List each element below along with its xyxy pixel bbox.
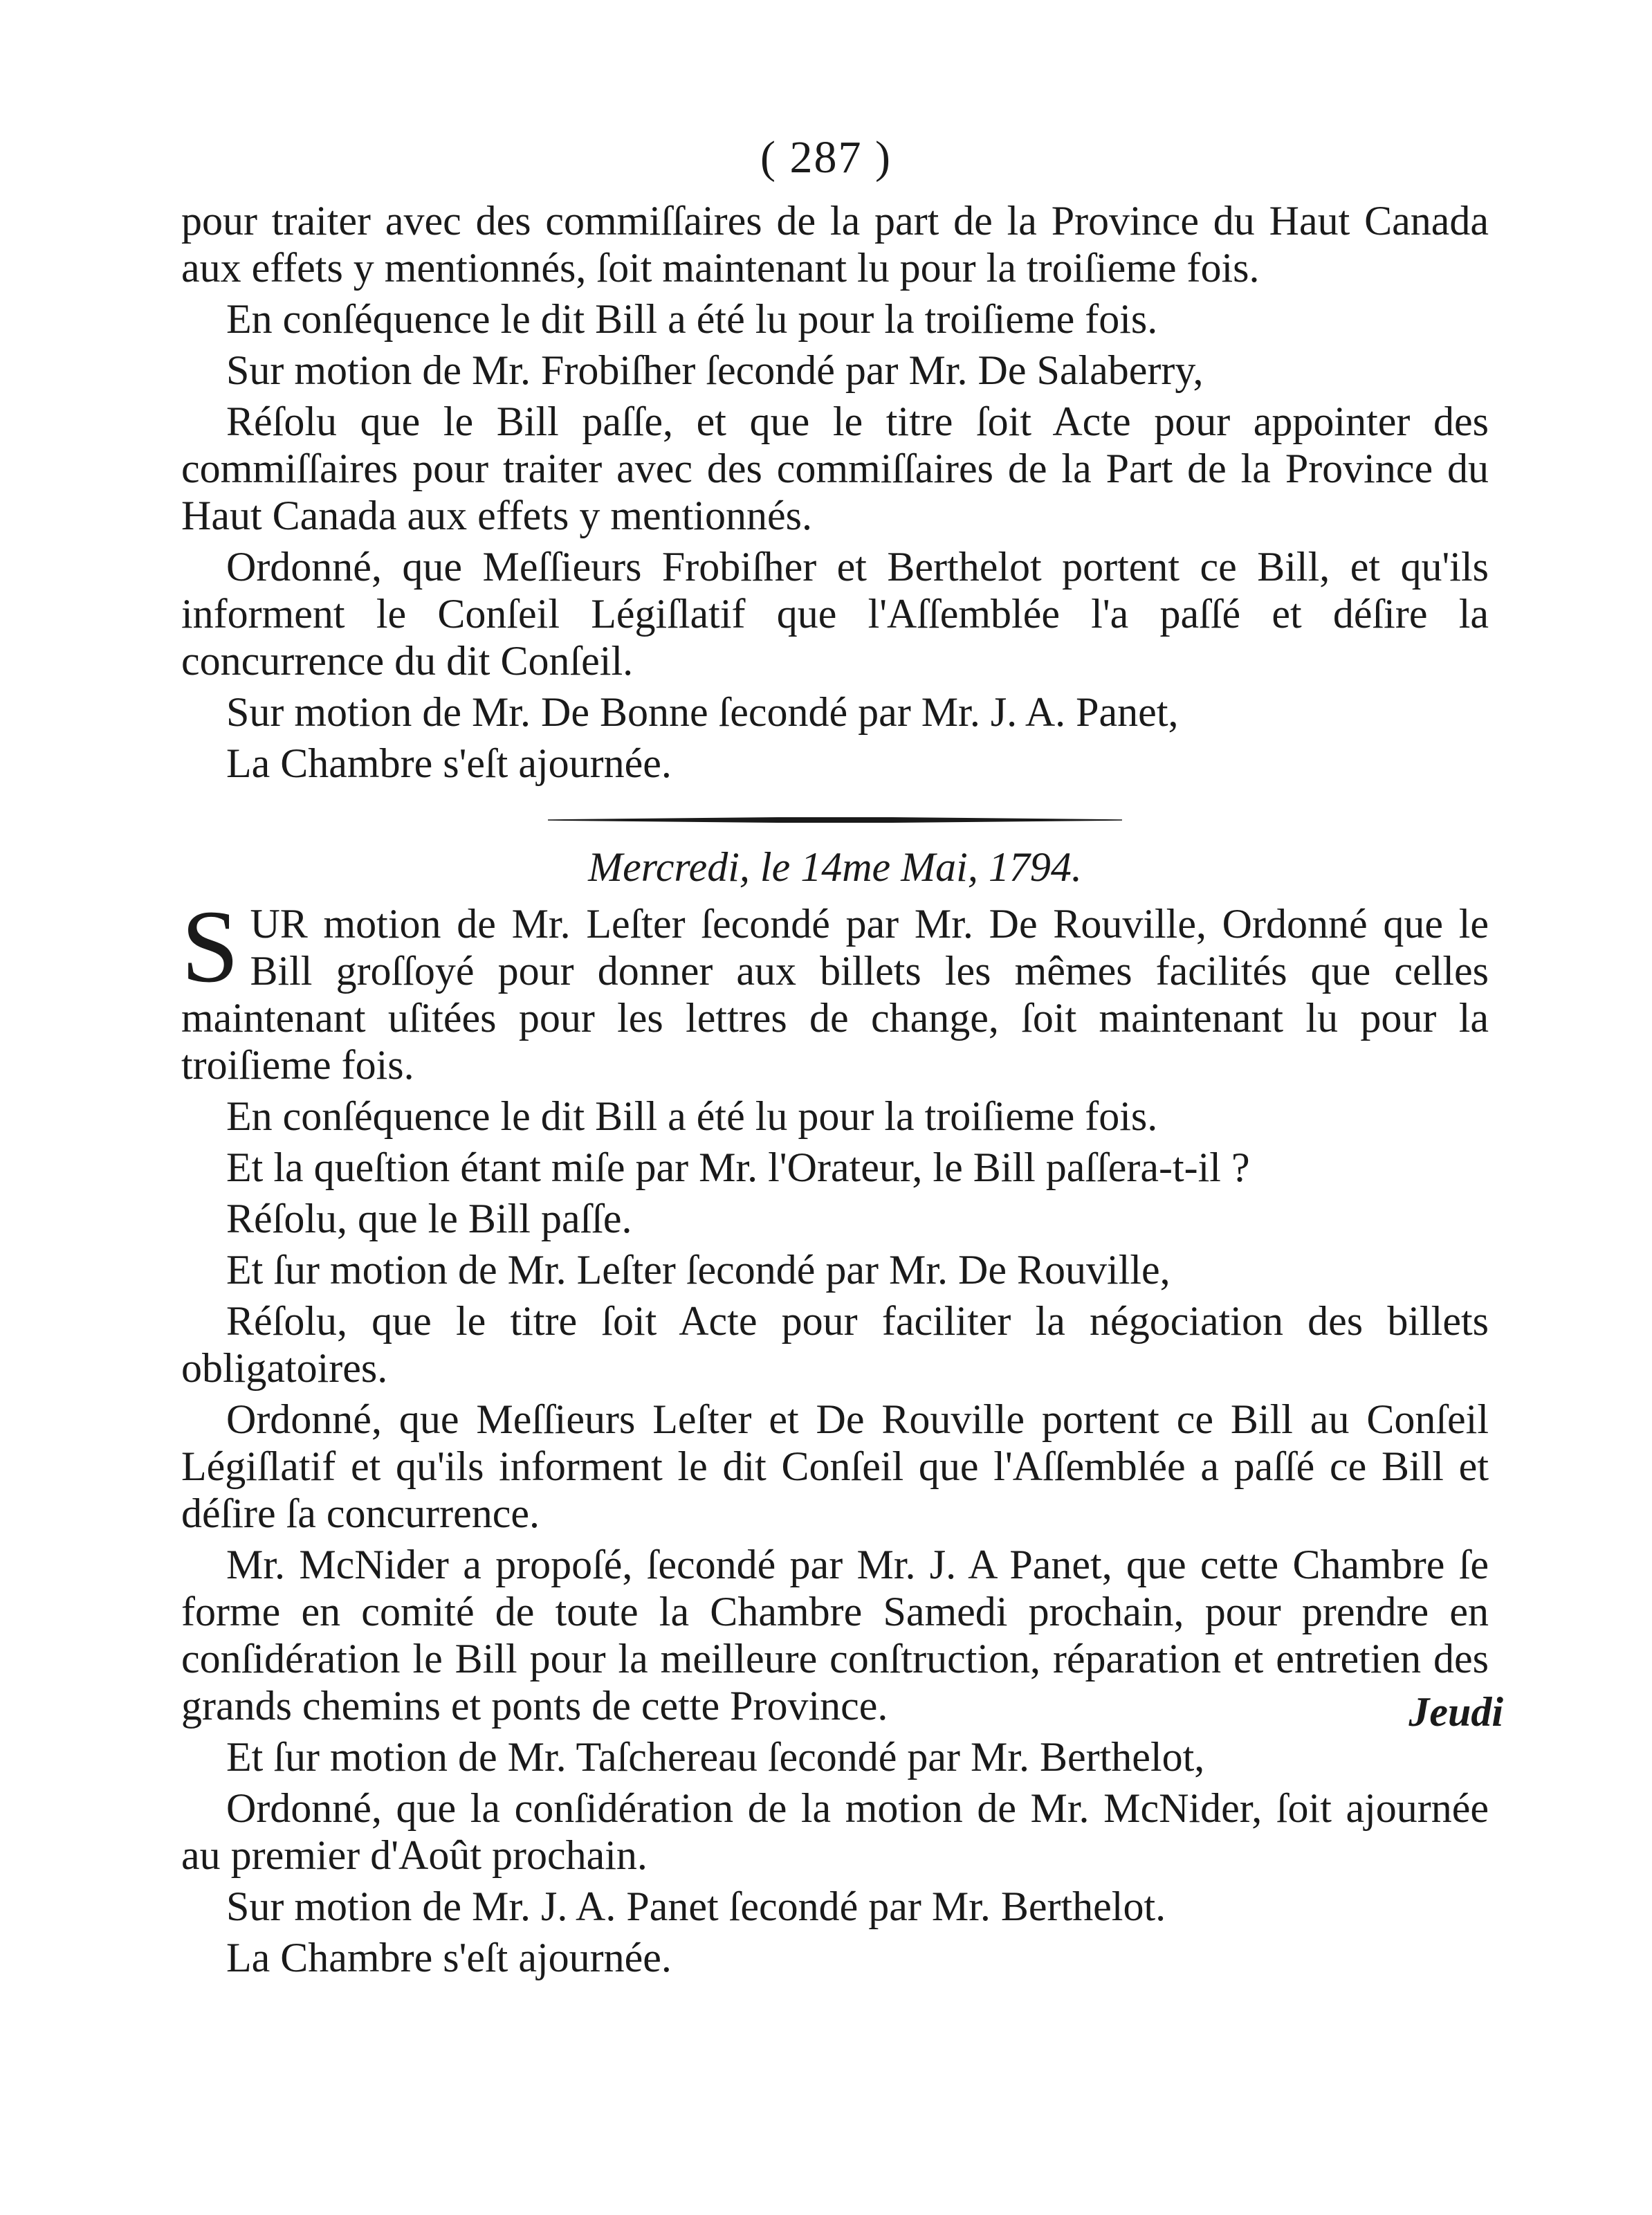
dateline: Mercredi, le 14me Mai, 1794. [588, 844, 1082, 890]
paragraph: Et ſur motion de Mr. Leſter ſecondé par Mr. De Rouville, [226, 1247, 1171, 1293]
paragraph: Et la queſtion étant miſe par Mr. l'Orateur, le Bill paſſera-t-il ? [226, 1145, 1250, 1190]
page-number: ( 287 ) [760, 132, 892, 183]
paragraph-text: UR motion de Mr. Leſter ſecondé par Mr. De Rouville, Ordonné que le Bill groſſoyé pour donner aux billets les mêmes facilités que celles maintenant uſitées pour les lettres de change, ſoit maintenant lu pour la troiſieme fois. [181, 901, 1489, 1088]
page-body [181, 197, 1489, 1985]
drop-cap: S [181, 889, 239, 1004]
paragraph: Réſolu que le Bill paſſe, et que le titre ſoit Acte pour appointer des commiſſaires pour traiter avec des commiſſaires de la Part de la Province du Haut Canada aux effets y mentionnés. [181, 399, 1489, 538]
section-divider [181, 794, 1489, 838]
paragraph: Ordonné, que Meſſieurs Frobiſher et Berthelot portent ce Bill, et qu'ils informent le Conſeil Légiſlatif que l'Aſſemblée l'a paſſé et déſire la concurrence du dit Conſeil. [181, 544, 1489, 684]
paragraph: pour traiter avec des commiſſaires de la part de la Province du Haut Canada aux effets y mentionnés, ſoit maintenant lu pour la troiſieme fois. [181, 198, 1489, 291]
paragraph: Mr. McNider a propoſé, ſecondé par Mr. J. A Panet, que cette Chambre ſe forme en comité de toute la Chambre Samedi prochain, pour prendre en conſidération le Bill pour la meilleure conſtruction, réparation et entretien des grands chemins et ponts de cette Province. [181, 1542, 1489, 1729]
paragraph: Sur motion de Mr. De Bonne ſecondé par Mr. J. A. Panet, [226, 689, 1179, 735]
paragraph-with-dropcap [181, 889, 1489, 1088]
divider-rule [548, 817, 1122, 823]
paragraph: Réſolu, que le titre ſoit Acte pour faciliter la négociation des billets obligatoires. [181, 1298, 1489, 1391]
paragraph: En conſéquence le dit Bill a été lu pour la troiſieme fois. [226, 1093, 1158, 1139]
paragraph: Ordonné, que Meſſieurs Leſter et De Rouville portent ce Bill au Conſeil Légiſlatif et qu'ils informent le dit Conſeil que l'Aſſemblée a paſſé ce Bill et déſire ſa concurrence. [181, 1396, 1489, 1536]
paragraph: Réſolu, que le Bill paſſe. [226, 1196, 632, 1241]
catchword: Jeudi [1408, 1689, 1503, 1735]
paragraph: En conſéquence le dit Bill a été lu pour la troiſieme fois. [226, 296, 1158, 342]
paragraph: Sur motion de Mr. J. A. Panet ſecondé par Mr. Berthelot. [226, 1884, 1166, 1929]
paragraph: La Chambre s'eſt ajournée. [226, 1935, 672, 1980]
paragraph: Sur motion de Mr. Frobiſher ſecondé par Mr. De Salaberry, [226, 347, 1204, 393]
paragraph: Et ſur motion de Mr. Taſchereau ſecondé par Mr. Berthelot, [226, 1734, 1205, 1780]
paragraph: Ordonné, que la conſidération de la motion de Mr. McNider, ſoit ajournée au premier d'Août prochain. [181, 1785, 1489, 1878]
paragraph: La Chambre s'eſt ajournée. [226, 740, 672, 786]
